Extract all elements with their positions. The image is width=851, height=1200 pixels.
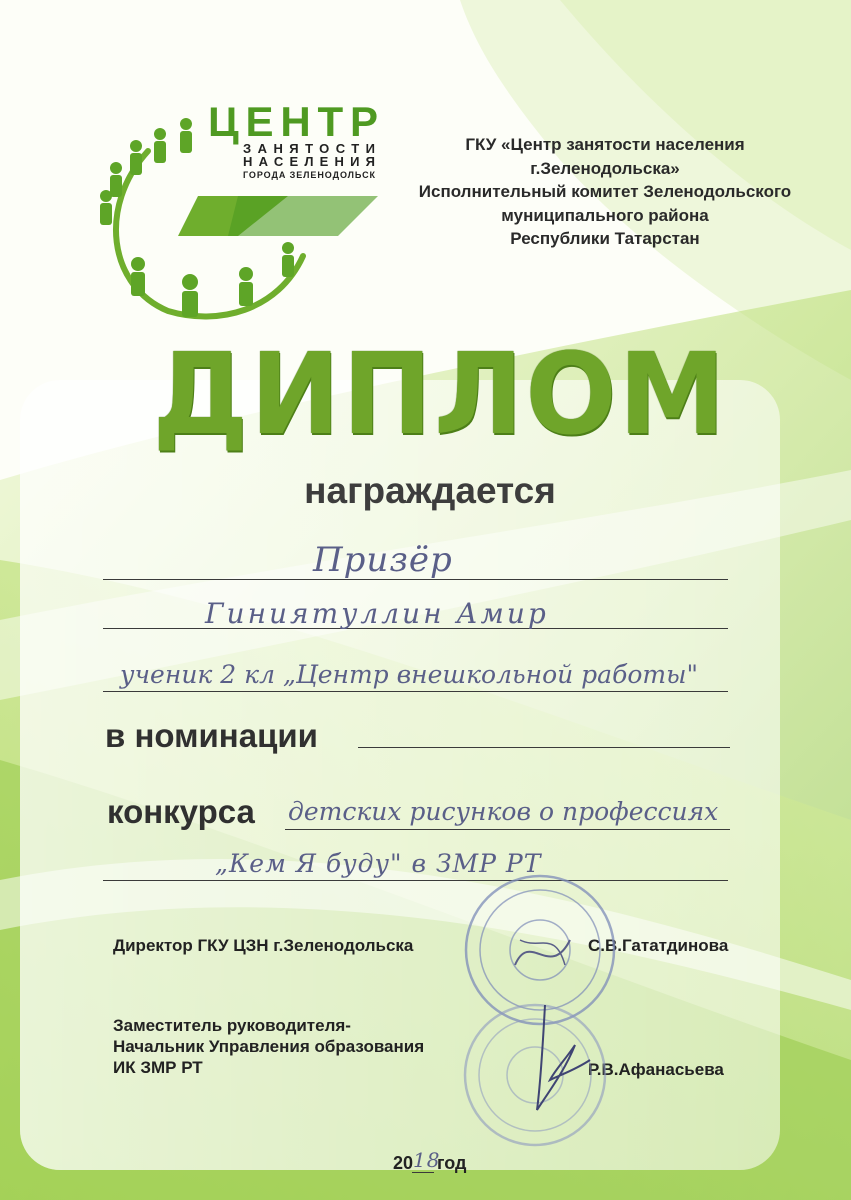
underline-contest [285,829,730,830]
underline-contest-2 [103,880,728,881]
org-line-2: г.Зеленодольска» [530,158,680,178]
org-line-1: ГКУ «Центр занятости населения [465,135,745,154]
organization-block [375,133,835,251]
org-line-5: Республики Татарстан [510,229,700,248]
handwritten-contest-1: детских рисунков о профессиях [288,797,719,826]
underline-nomination [358,747,730,748]
deputy-signature [515,1000,595,1120]
year-suffix: год [437,1153,467,1173]
director-title: Директор ГКУ ЦЗН г.Зеленодольска [113,936,414,955]
logo-line-1: ЗАНЯТОСТИ [243,141,375,156]
year-prefix: 20 [393,1153,414,1173]
handwritten-place: Призёр [313,540,453,580]
underline-year [412,1172,434,1173]
contest-label: конкурса [107,793,255,830]
employment-center-logo [88,96,388,326]
deputy-line-3: ИК ЗМР РТ [113,1058,203,1077]
logo-word: ЦЕНТР [208,98,378,145]
deputy-line-1: Заместитель руководителя- [113,1016,351,1035]
underline-school [103,691,728,692]
deputy-line-2: Начальник Управления образования [113,1037,425,1056]
year-digits: 18 [413,1148,441,1172]
diploma-title: ДИПЛОМ [152,330,728,460]
org-line-4: муниципального района [501,205,709,225]
org-line-3: Исполнительный комитет Зеленодольского [418,182,792,201]
director-name: С.В.Гататдинова [588,936,729,955]
logo-line-3: ГОРОДА ЗЕЛЕНОДОЛЬСК [243,170,375,180]
deputy-name: Р.В.Афанасьева [588,1060,724,1079]
handwritten-school: ученик 2 кл „Центр внешкольной работы" [120,660,698,689]
awarded-text: награждается [304,470,556,511]
handwritten-contest-2: „Кем Я буду" в ЗМР РТ [215,849,542,878]
nomination-label: в номинации [105,717,318,754]
handwritten-name: Гиниятуллин Амир [205,597,549,630]
logo-line-2: НАСЕЛЕНИЯ [243,154,375,169]
